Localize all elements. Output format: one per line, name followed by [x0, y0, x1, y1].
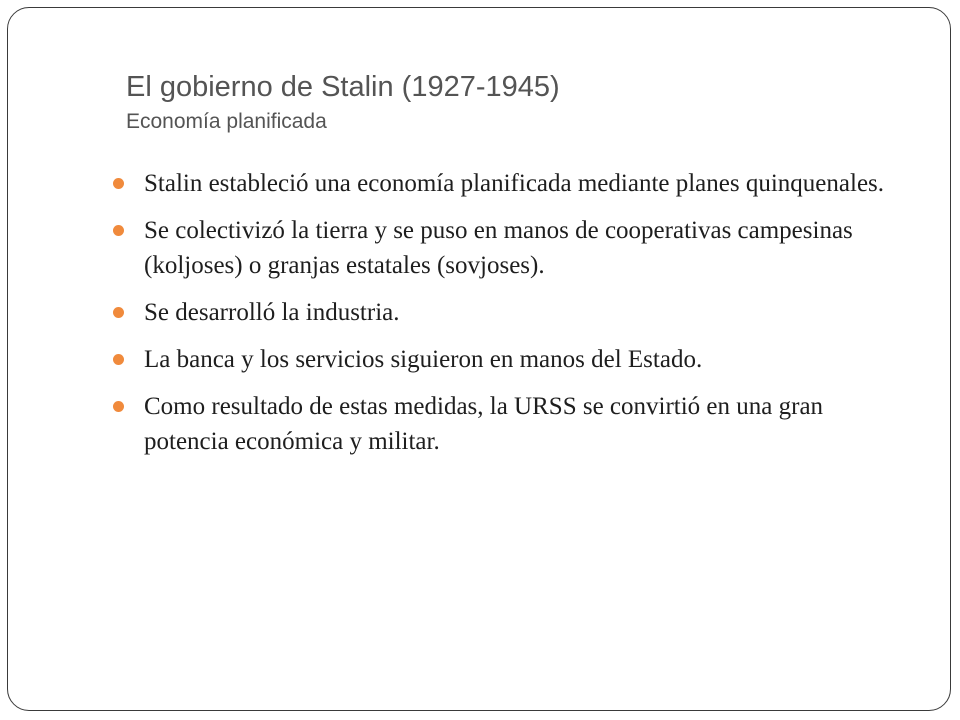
bullet-dot-icon	[113, 354, 124, 365]
bullet-item	[111, 342, 901, 377]
bullet-text: Como resultado de estas medidas, la URSS se convirtió en una gran potencia económica y militar.	[144, 393, 824, 455]
bullet-dot-icon	[113, 178, 124, 189]
title-block	[126, 70, 906, 136]
bullet-text: Stalin estableció una economía planificada mediante planes quinquenales.	[144, 170, 885, 197]
slide-subtitle: Economía planificada	[126, 110, 327, 133]
bullet-list	[111, 166, 901, 471]
bullet-item	[111, 166, 901, 201]
bullet-dot-icon	[113, 307, 124, 318]
bullet-text: Se desarrolló la industria.	[144, 299, 400, 326]
bullet-dot-icon	[113, 401, 124, 412]
slide-title: El gobierno de Stalin (1927-1945)	[126, 71, 560, 103]
bullet-item	[111, 295, 901, 330]
bullet-dot-icon	[113, 225, 124, 236]
bullet-item	[111, 213, 901, 283]
bullet-item	[111, 389, 901, 459]
bullet-text: Se colectivizó la tierra y se puso en manos de cooperativas campesinas (koljoses) o granjas estatales (sovjoses).	[144, 217, 853, 279]
slide-frame	[7, 7, 951, 711]
bullet-text: La banca y los servicios siguieron en manos del Estado.	[144, 346, 703, 373]
